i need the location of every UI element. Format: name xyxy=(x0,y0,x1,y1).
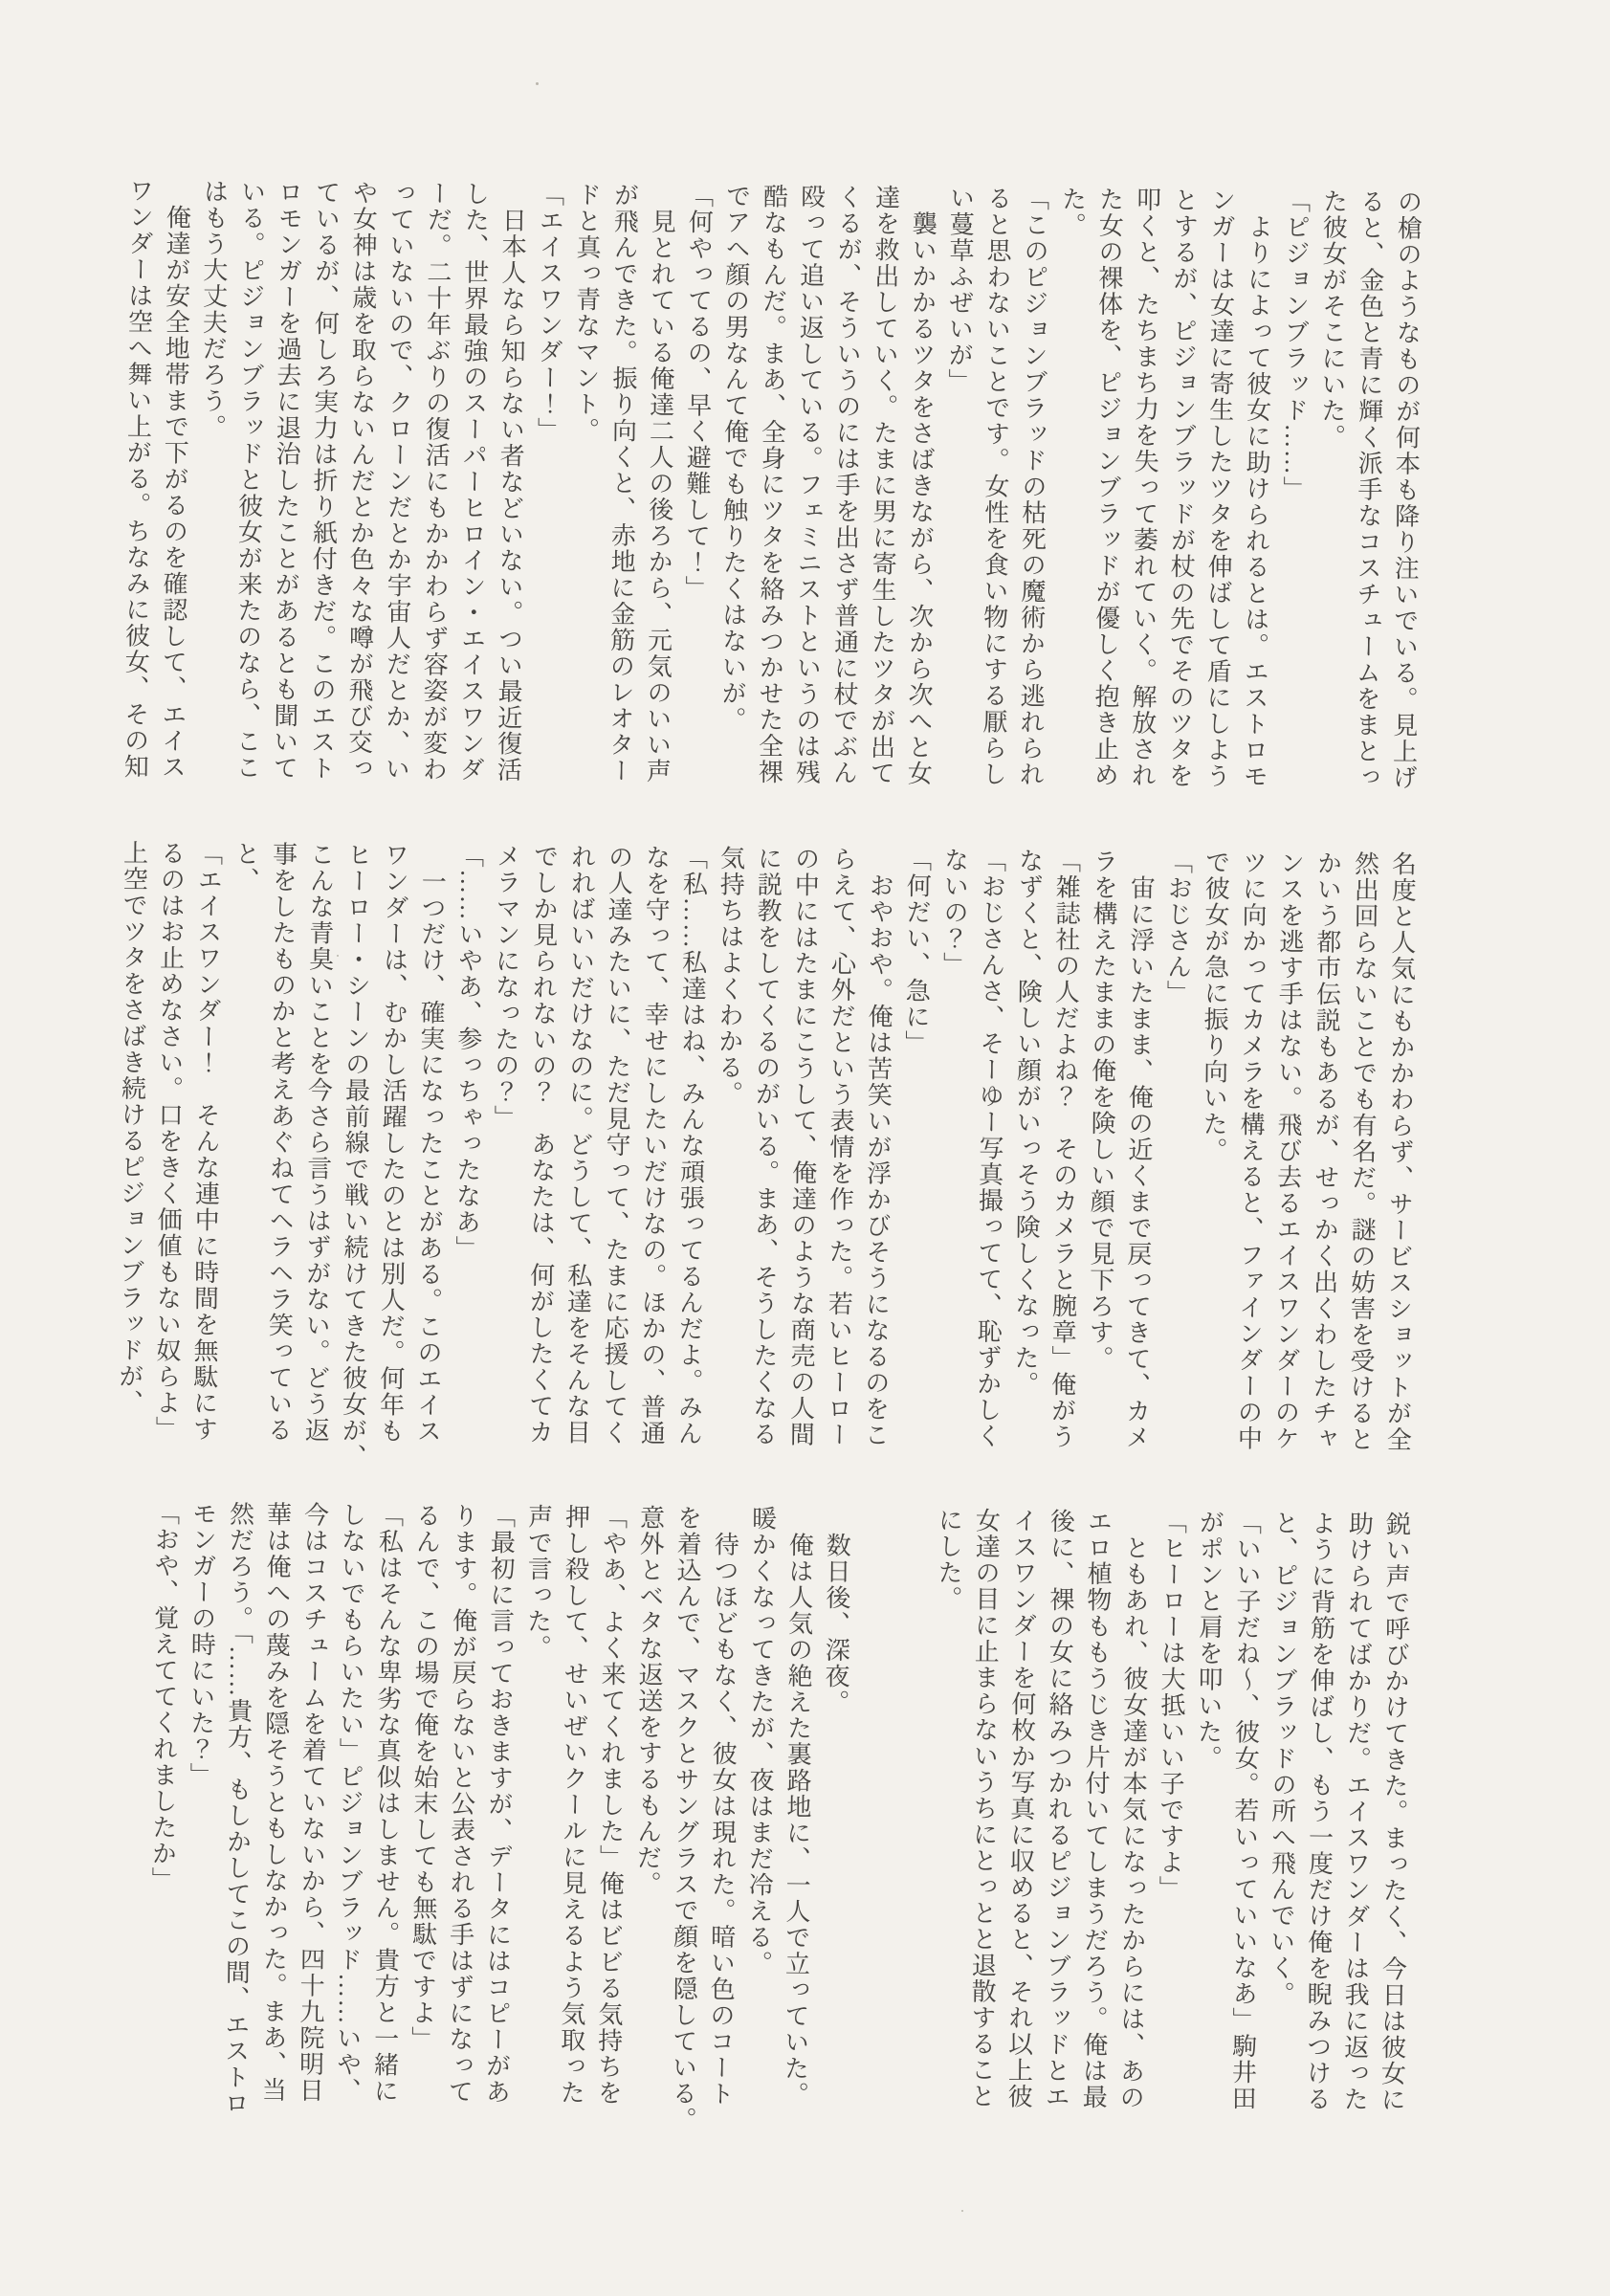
text-column: た。 xyxy=(1058,186,1087,239)
text-column: っていないので、クローンだとか宇宙人だとか、い xyxy=(382,180,415,783)
text-column: した、世界最強のスーパーヒロイン・エイスワンダ xyxy=(456,180,490,784)
text-column: エロ植物ももうじき片付いてしまうだろう。俺は最 xyxy=(1079,1508,1113,2110)
text-column: ラを構えたままの俺を険しい顔で見下ろす。 xyxy=(1085,848,1118,1372)
text-column: なを守って、幸せにしたいだけなの。ほかの、普通 xyxy=(637,844,671,1446)
text-column: 日本人なら知らない者などいない。つい最近復活 xyxy=(494,181,527,784)
text-column: 「ピジョンブラッド……」 xyxy=(1279,188,1311,502)
text-column: と、 xyxy=(232,840,260,894)
text-column: なずくと、険しい顔がいっそう険しくなった。 xyxy=(1010,847,1044,1398)
text-column: ともあれ、彼女達が本気になったからには、あの xyxy=(1116,1508,1150,2111)
text-column: かいう都市伝説もあるが、せっかく出くわしたチャ xyxy=(1309,850,1342,1452)
text-column: や女神は歳を取らないんだとか色々な噂が飛び交っ xyxy=(344,179,378,783)
text-column: た彼女がそこにいた。 xyxy=(1317,188,1348,451)
text-column: でしか見られないの？ あなたは、何がしたくてカ xyxy=(525,843,559,1446)
text-column: を着込んで、マスクとサングラスで顔を隠している。 xyxy=(668,1504,702,2133)
text-column: ーだ。二十年ぶりの復活にもかかわらず容姿が変わ xyxy=(419,180,452,783)
text-column: 事をしたものかと考えあぐねてヘラヘラ笑っている xyxy=(264,841,298,1444)
text-column: 鋭い声で呼びかけてきた。まったく、今日は彼女に xyxy=(1378,1511,1411,2113)
text-column: ると思わないことです。女性を食い物にする厭らし xyxy=(979,185,1012,787)
text-column: 然だろう。「……貴方、もしかしてこの間、エストロ xyxy=(221,1500,254,2117)
text-column: の人達みたいに、ただ見守って、たまに応援してく xyxy=(600,844,633,1446)
text-column: るんで、この場で俺を始末しても無駄ですよ」 xyxy=(408,1502,441,2053)
text-column: 後に、裸の女に絡みつかれるピジョンブラッドとエ xyxy=(1042,1508,1075,2110)
scan-speck xyxy=(337,955,339,957)
text-column: ドと真っ青なマント。 xyxy=(571,181,602,444)
text-column: 見とれている俺達二人の後ろから、元気のいい声 xyxy=(643,182,676,784)
text-column xyxy=(850,1506,893,2110)
text-column: い蔓草ふぜいが」 xyxy=(944,185,975,395)
text-column: 叩くと、たちまち力を失って萎れていく。解放され xyxy=(1128,186,1161,789)
text-column: と、ピジョンブラッドの所へ飛んでいく。 xyxy=(1267,1510,1299,2008)
text-band-bottom xyxy=(142,1500,1415,2133)
text-column: 「最初に言っておきますが、データにはコピーがあ xyxy=(482,1503,516,2106)
text-column: ンガーは女達に寄生したツタを伸ばして盾にしよう xyxy=(1202,187,1236,789)
text-column: た女の裸体を、ピジョンブラッドが優しく抱き止め xyxy=(1091,186,1124,788)
text-column: 待つほどもなく、彼女は現れた。暗い色のコート xyxy=(706,1505,739,2108)
text-column: 襲いかかるツタをさばきながら、次から次へと女 xyxy=(904,184,937,787)
text-column: 然出回らないことでも有名だ。謎の妨害を受けると xyxy=(1346,850,1379,1453)
text-column: 押し殺して、せいぜいクールに見えるよう気取った xyxy=(557,1503,590,2107)
text-column: 「エイスワンダー！」 xyxy=(534,181,564,444)
text-column: ツに向かってカメラを構えると、ファインダーの中 xyxy=(1234,849,1268,1452)
text-column: 「おじさんさ、そーゆー写真撮ってて、恥ずかしく xyxy=(973,847,1006,1449)
text-column: 「私……私達はね、みんな頑張ってるんだよ。みん xyxy=(674,844,708,1447)
text-column: 「何だい、急に」 xyxy=(901,846,932,1056)
text-column: 一つだけ、確実になったことがある。このエイス xyxy=(413,842,447,1445)
text-column: にした。 xyxy=(934,1507,963,1612)
text-column: イスワンダーを何枚か写真に収めると、それ以上彼 xyxy=(1004,1507,1038,2110)
text-column xyxy=(888,1507,931,2111)
text-column: ワンダーは、むかし活躍したのとは別人だ。何年も xyxy=(376,842,409,1445)
text-column: 殴って追い返している。フェミニストというのは残 xyxy=(792,183,826,786)
text-column: 「私はそんな卑劣な真似はしません。貴方と一緒に xyxy=(370,1502,404,2105)
text-column: 「おじさん」 xyxy=(1163,849,1193,1006)
text-column: 女達の目に止まらないうちにとっとと退散すること xyxy=(967,1507,1001,2109)
text-column: 宙に浮いたまま、俺の近くまで戻ってきて、カメ xyxy=(1122,848,1156,1451)
text-column: 名度と人気にもかかわらず、サービスショットが全 xyxy=(1383,850,1417,1453)
text-column: で彼女が急に振り向いた。 xyxy=(1199,849,1230,1164)
text-column: 「雑誌社の人だよね？ そのカメラと腕章」俺がう xyxy=(1048,848,1081,1450)
text-column: 気持ちはよくわかる。 xyxy=(715,845,745,1107)
text-column: しないでもらいたい」ピジョンブラッド……いや、 xyxy=(333,1501,366,2105)
text-column: ンスを逃す手はない。飛び去るエイスワンダーのケ xyxy=(1271,850,1305,1452)
text-column: 暖かくなってきたが、夜はまだ冷える。 xyxy=(744,1505,777,1977)
text-column: が飛んできた。振り向くと、赤地に金筋のレオター xyxy=(606,182,639,784)
text-column: 上空でツタをさばき続けるピジョンブラッドが、 xyxy=(115,839,148,1416)
text-column: 意外とベタな返送をするもんだ。 xyxy=(633,1504,665,1897)
text-column: 俺は人気の絶えた裏路地に、一人で立っていた。 xyxy=(781,1505,814,2108)
text-column: ワンダーは空へ舞い上がる。ちなみに彼女、その知 xyxy=(121,177,154,781)
text-column: に説教をしてくるのがいる。まあ、そうしたくなる xyxy=(749,845,783,1447)
text-column: いる。ピジョンブラッドと彼女が来たのなら、ここ xyxy=(232,178,266,782)
text-column: モンガーの時にいた？」 xyxy=(187,1500,217,1789)
text-column: 「ヒーローは大抵いい子ですよ」 xyxy=(1156,1509,1187,1902)
text-column: ないの？」 xyxy=(939,847,969,979)
text-column: の中にはたまにこうして、俺達のような商売の人間 xyxy=(786,845,820,1448)
text-column: 助けられてばかりだ。エイスワンダーは我に返った xyxy=(1340,1510,1374,2113)
text-column: ロモンガーを過去に退治したことがあるとも聞いて xyxy=(270,179,303,782)
scan-speck xyxy=(961,2210,963,2212)
text-column: ているが、何しろ実力は折り紙付きだ。このエスト xyxy=(307,179,341,782)
text-column: でアヘ顔の男なんて俺でも触りたくはないが。 xyxy=(717,183,751,733)
text-column: 「おや、覚えててくれましたか」 xyxy=(148,1500,180,1893)
scan-speck xyxy=(536,82,539,85)
text-column: らえて、心外だという表情を作った。若いヒーロー xyxy=(824,846,857,1448)
text-column: 「……いやあ、参っちゃったなあ」 xyxy=(452,842,484,1262)
text-column: 酷なもんだ。まあ、全身にツタを絡みつかせた全裸 xyxy=(755,183,788,785)
text-column: ります。俺が戻らないと公表される手はずになって xyxy=(445,1502,478,2106)
text-column: メラマンになったの？」 xyxy=(491,843,521,1132)
text-column: るのはお止めなさい。口をきく価値もない奴らよ」 xyxy=(152,840,186,1443)
text-column: ヒーロー・シーンの最前線で戦い続けてきた彼女が、 xyxy=(338,841,372,1470)
text-column: がポンと肩を叩いた。 xyxy=(1194,1509,1224,1772)
text-band-middle xyxy=(110,839,1421,1470)
text-column: よりによって彼女に助けられるとは。エストロモ xyxy=(1240,187,1273,790)
text-column: 俺達が安全地帯まで下がるのを確認して、エイス xyxy=(158,178,191,781)
text-column: 達を救出していく。たまに男に寄生したツタが出て xyxy=(867,184,900,786)
text-column: 華は俺への蔑みを隠そうともしなかった。まあ、当 xyxy=(258,1501,292,2104)
text-column: 「いい子だね～、彼女。若いっていいなあ」駒井田 xyxy=(1228,1509,1262,2112)
text-column: 今はコスチュームを着ていないから、四十九院明日 xyxy=(296,1501,329,2104)
text-column: 声で言った。 xyxy=(523,1503,553,1661)
text-column: とするが、ピジョンブラッドが杖の先でそのツタを xyxy=(1165,187,1199,789)
text-column: 「このピジョンブラッドの枯死の魔術から逃れられ xyxy=(1016,185,1049,788)
text-column: の槍のようなものが何本も降り注いでいる。見上げ xyxy=(1389,188,1423,791)
text-column: こんな青臭いことを今さら言うはずがない。どう返 xyxy=(301,841,335,1444)
text-column: れればいいだけなのに。どうして、私達をそんな目 xyxy=(562,843,596,1446)
text-column: ように背筋を伸ばし、もう一度だけ俺を睨みつける xyxy=(1303,1510,1336,2112)
text-band-top xyxy=(116,178,1426,794)
text-column: 数日後、深夜。 xyxy=(821,1506,851,1716)
text-column: 「何やってるの、早く避難して！」 xyxy=(681,182,714,602)
text-column: おやおや。俺は苦笑いが浮かびそうになるのをこ xyxy=(861,846,894,1448)
text-column: 「エイスワンダー！ そんな連中に時間を無駄にす xyxy=(189,840,223,1443)
text-column: くるが、そういうのには手を出さず普通に杖でぶん xyxy=(829,184,863,786)
text-column: 「やあ、よく来てくれました」俺はビビる気持ちを xyxy=(594,1504,628,2107)
text-column: ると、金色と青に輝く派手なコスチュームをまとっ xyxy=(1352,188,1385,791)
text-column: はもう大丈夫だろう。 xyxy=(198,178,229,441)
